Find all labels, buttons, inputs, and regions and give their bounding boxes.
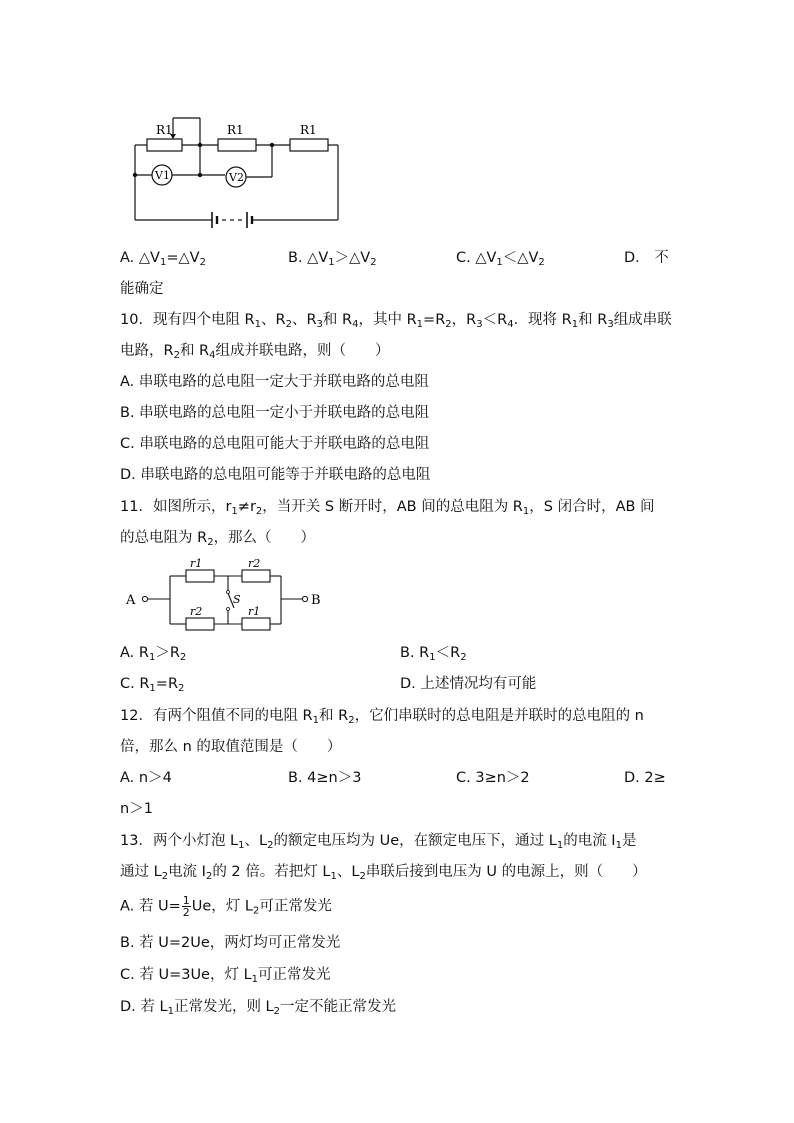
label-r1-top: r1 xyxy=(190,557,203,570)
q12-stem-line1: 12．有两个阻值不同的电阻 $R_1$和 $R_2$，它们串联时的总电阻是并联时的总电阻的 n xyxy=(120,708,644,726)
terminal-a-label: A xyxy=(126,593,136,608)
terminal-b-label: B xyxy=(311,593,321,608)
q12-option-c[interactable]: C. 3≥n＞2 xyxy=(456,770,530,786)
q12-stem-line2: 倍，那么 n 的取值范围是（ ） xyxy=(120,739,342,755)
q10-option-a[interactable]: A. 串联电路的总电阻一定大于并联电路的总电阻 xyxy=(120,374,429,390)
q11-option-d[interactable]: D. 上述情况均有可能 xyxy=(400,676,537,692)
q11-stem-line1: 11．如图所示，$r_1\ne r_2$，当开关 S 断开时，AB 间的总电阻为 $R_1$，S 闭合时，AB 间 xyxy=(120,499,655,517)
q12-option-d[interactable]: D. 2≥ xyxy=(624,770,666,786)
label-r-right: R1 xyxy=(300,123,317,137)
q13-stem-line1: 13．两个小灯泡 $L_1$、$L_2$的额定电压均为 Ue，在额定电压下，通过 $L_1$的电流 $I_1$是 xyxy=(120,833,637,851)
q13-option-c[interactable]: C. 若 U=3Ue，灯 $L_1$可正常发光 xyxy=(120,967,331,985)
label-r2-top: r2 xyxy=(248,557,261,570)
q10-stem-line2: 电路，$R_2$和 $R_4$组成并联电路，则（ ） xyxy=(120,343,390,361)
label-r-mid: R1 xyxy=(227,123,244,137)
q10-option-b[interactable]: B. 串联电路的总电阻一定小于并联电路的总电阻 xyxy=(120,405,430,421)
q9-option-b[interactable]: B. $\triangle V_1>\triangle V_2$ xyxy=(288,250,377,268)
q9-option-a[interactable]: A. $\triangle V_1=\triangle V_2$ xyxy=(120,250,206,268)
label-r-left: R1 xyxy=(156,123,173,137)
q11-option-c[interactable]: C. $R_1=R_2$ xyxy=(120,676,185,694)
q12-option-a[interactable]: A. n＞4 xyxy=(120,770,172,786)
fraction-one-half: $\frac{1}{2}$ xyxy=(182,894,190,919)
q13-option-b[interactable]: B. 若 U=2Ue，两灯均可正常发光 xyxy=(120,935,341,951)
q10-stem-line1: 10．现有四个电阻 $R_1$、$R_2$、$R_3$和 $R_4$，其中 $R_1=R_2$，$R_3<R_4$．现将 $R_1$和 $R_3$组成串联 xyxy=(120,312,672,330)
q11-stem-line2: 的总电阻为 $R_2$，那么（ ） xyxy=(120,530,316,548)
q12-option-d-continued: n＞1 xyxy=(120,801,153,817)
circuit-figure-voltmeters xyxy=(122,110,352,235)
label-r2-bottom: r2 xyxy=(190,605,203,618)
q13-option-d[interactable]: D. 若 $L_1$正常发光，则 $L_2$一定不能正常发光 xyxy=(120,999,397,1017)
q13-option-a[interactable]: A. 若 U= $\frac{1}{2}$ Ue，灯 $L_2$可正常发光 xyxy=(120,894,332,919)
label-voltmeter-1: V1 xyxy=(155,169,170,182)
q9-option-c[interactable]: C. $\triangle V_1<\triangle V_2$ xyxy=(456,250,545,268)
q10-option-c[interactable]: C. 串联电路的总电阻可能大于并联电路的总电阻 xyxy=(120,436,430,452)
circuit-figure-bridge xyxy=(120,556,335,636)
q11-option-b[interactable]: B. $R_1<R_2$ xyxy=(400,645,467,663)
label-r1-bottom: r1 xyxy=(248,605,261,618)
q12-option-b[interactable]: B. 4≥n＞3 xyxy=(288,770,362,786)
q9-option-d[interactable]: D． 不 xyxy=(624,250,669,266)
q9-option-d-continued: 能确定 xyxy=(120,281,164,297)
q11-option-a[interactable]: A. $R_1>R_2$ xyxy=(120,645,187,663)
q13-stem-line2: 通过 $L_2$电流 $I_2$的 2 倍。若把灯 $L_1$、$L_2$串联后接到电压为 U 的电源上，则（ ） xyxy=(120,864,647,882)
q10-option-d[interactable]: D. 串联电路的总电阻可能等于并联电路的总电阻 xyxy=(120,467,431,483)
switch-s-label: S xyxy=(233,593,241,606)
label-voltmeter-2: V2 xyxy=(229,171,244,184)
